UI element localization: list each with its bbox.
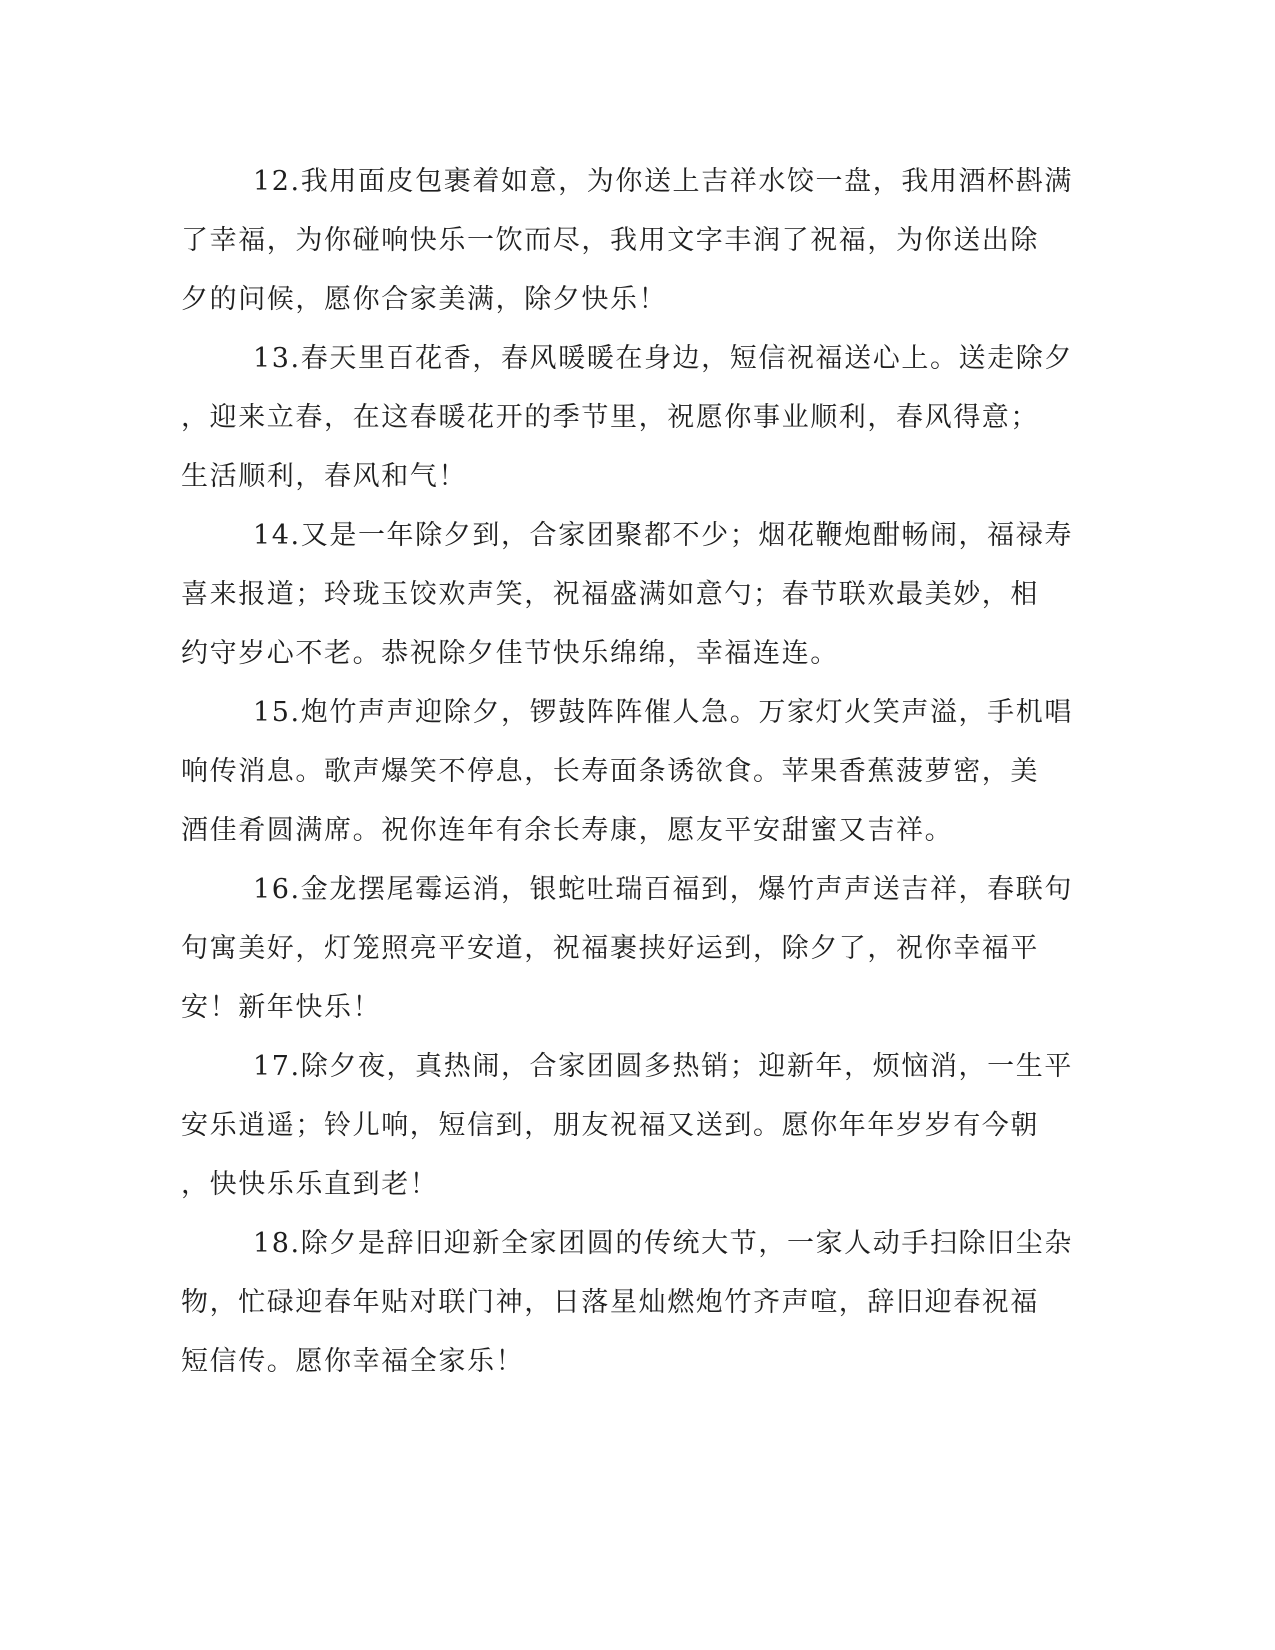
- paragraph-line: 喜来报道；玲珑玉饺欢声笑，祝福盛满如意勺；春节联欢最美妙，相: [181, 579, 1039, 610]
- paragraph-line: 15.炮竹声声迎除夕，锣鼓阵阵催人急。万家灯火笑声溢，手机唱: [253, 697, 1073, 728]
- paragraph-line: 生活顺利，春风和气！: [181, 461, 467, 492]
- paragraph-17: [181, 1037, 1073, 1214]
- paragraph-line: 了幸福，为你碰响快乐一饮而尽，我用文字丰润了祝福，为你送出除: [181, 225, 1039, 256]
- paragraph-line: 物，忙碌迎春年贴对联门神，日落星灿燃炮竹齐声喧，辞旧迎春祝福: [181, 1287, 1039, 1318]
- paragraph-18: [181, 1214, 1073, 1391]
- paragraph-line: ，迎来立春，在这春暖花开的季节里，祝愿你事业顺利，春风得意；: [181, 402, 1039, 433]
- document-body: [181, 152, 1073, 1391]
- paragraph-line: 短信传。愿你幸福全家乐！: [181, 1346, 525, 1377]
- paragraph-line: 响传消息。歌声爆笑不停息，长寿面条诱欲食。苹果香蕉菠萝密，美: [181, 756, 1039, 787]
- paragraph-16: [181, 860, 1073, 1037]
- paragraph-14: [181, 506, 1073, 683]
- paragraph-line: 18.除夕是辞旧迎新全家团圆的传统大节，一家人动手扫除旧尘杂: [253, 1228, 1073, 1259]
- paragraph-line: 酒佳肴圆满席。祝你连年有余长寿康，愿友平安甜蜜又吉祥。: [181, 815, 954, 846]
- paragraph-12: [181, 152, 1073, 329]
- paragraph-line: 14.又是一年除夕到，合家团聚都不少；烟花鞭炮酣畅闹，福禄寿: [253, 520, 1073, 551]
- paragraph-line: 安乐逍遥；铃儿响，短信到，朋友祝福又送到。愿你年年岁岁有今朝: [181, 1110, 1039, 1141]
- paragraph-line: 安！新年快乐！: [181, 992, 382, 1023]
- paragraph-line: 17.除夕夜，真热闹，合家团圆多热销；迎新年，烦恼消，一生平: [253, 1051, 1073, 1082]
- paragraph-line: 12.我用面皮包裹着如意，为你送上吉祥水饺一盘，我用酒杯斟满: [253, 166, 1073, 197]
- paragraph-line: 16.金龙摆尾霉运消，银蛇吐瑞百福到，爆竹声声送吉祥，春联句: [253, 874, 1073, 905]
- paragraph-13: [181, 329, 1073, 506]
- paragraph-line: 约守岁心不老。恭祝除夕佳节快乐绵绵，幸福连连。: [181, 638, 839, 669]
- paragraph-line: 13.春天里百花香，春风暖暖在身边，短信祝福送心上。送走除夕: [253, 343, 1073, 374]
- paragraph-15: [181, 683, 1073, 860]
- paragraph-line: 句寓美好，灯笼照亮平安道，祝福裹挟好运到，除夕了，祝你幸福平: [181, 933, 1039, 964]
- paragraph-line: 夕的问候，愿你合家美满，除夕快乐！: [181, 284, 668, 315]
- paragraph-line: ，快快乐乐直到老！: [181, 1169, 439, 1200]
